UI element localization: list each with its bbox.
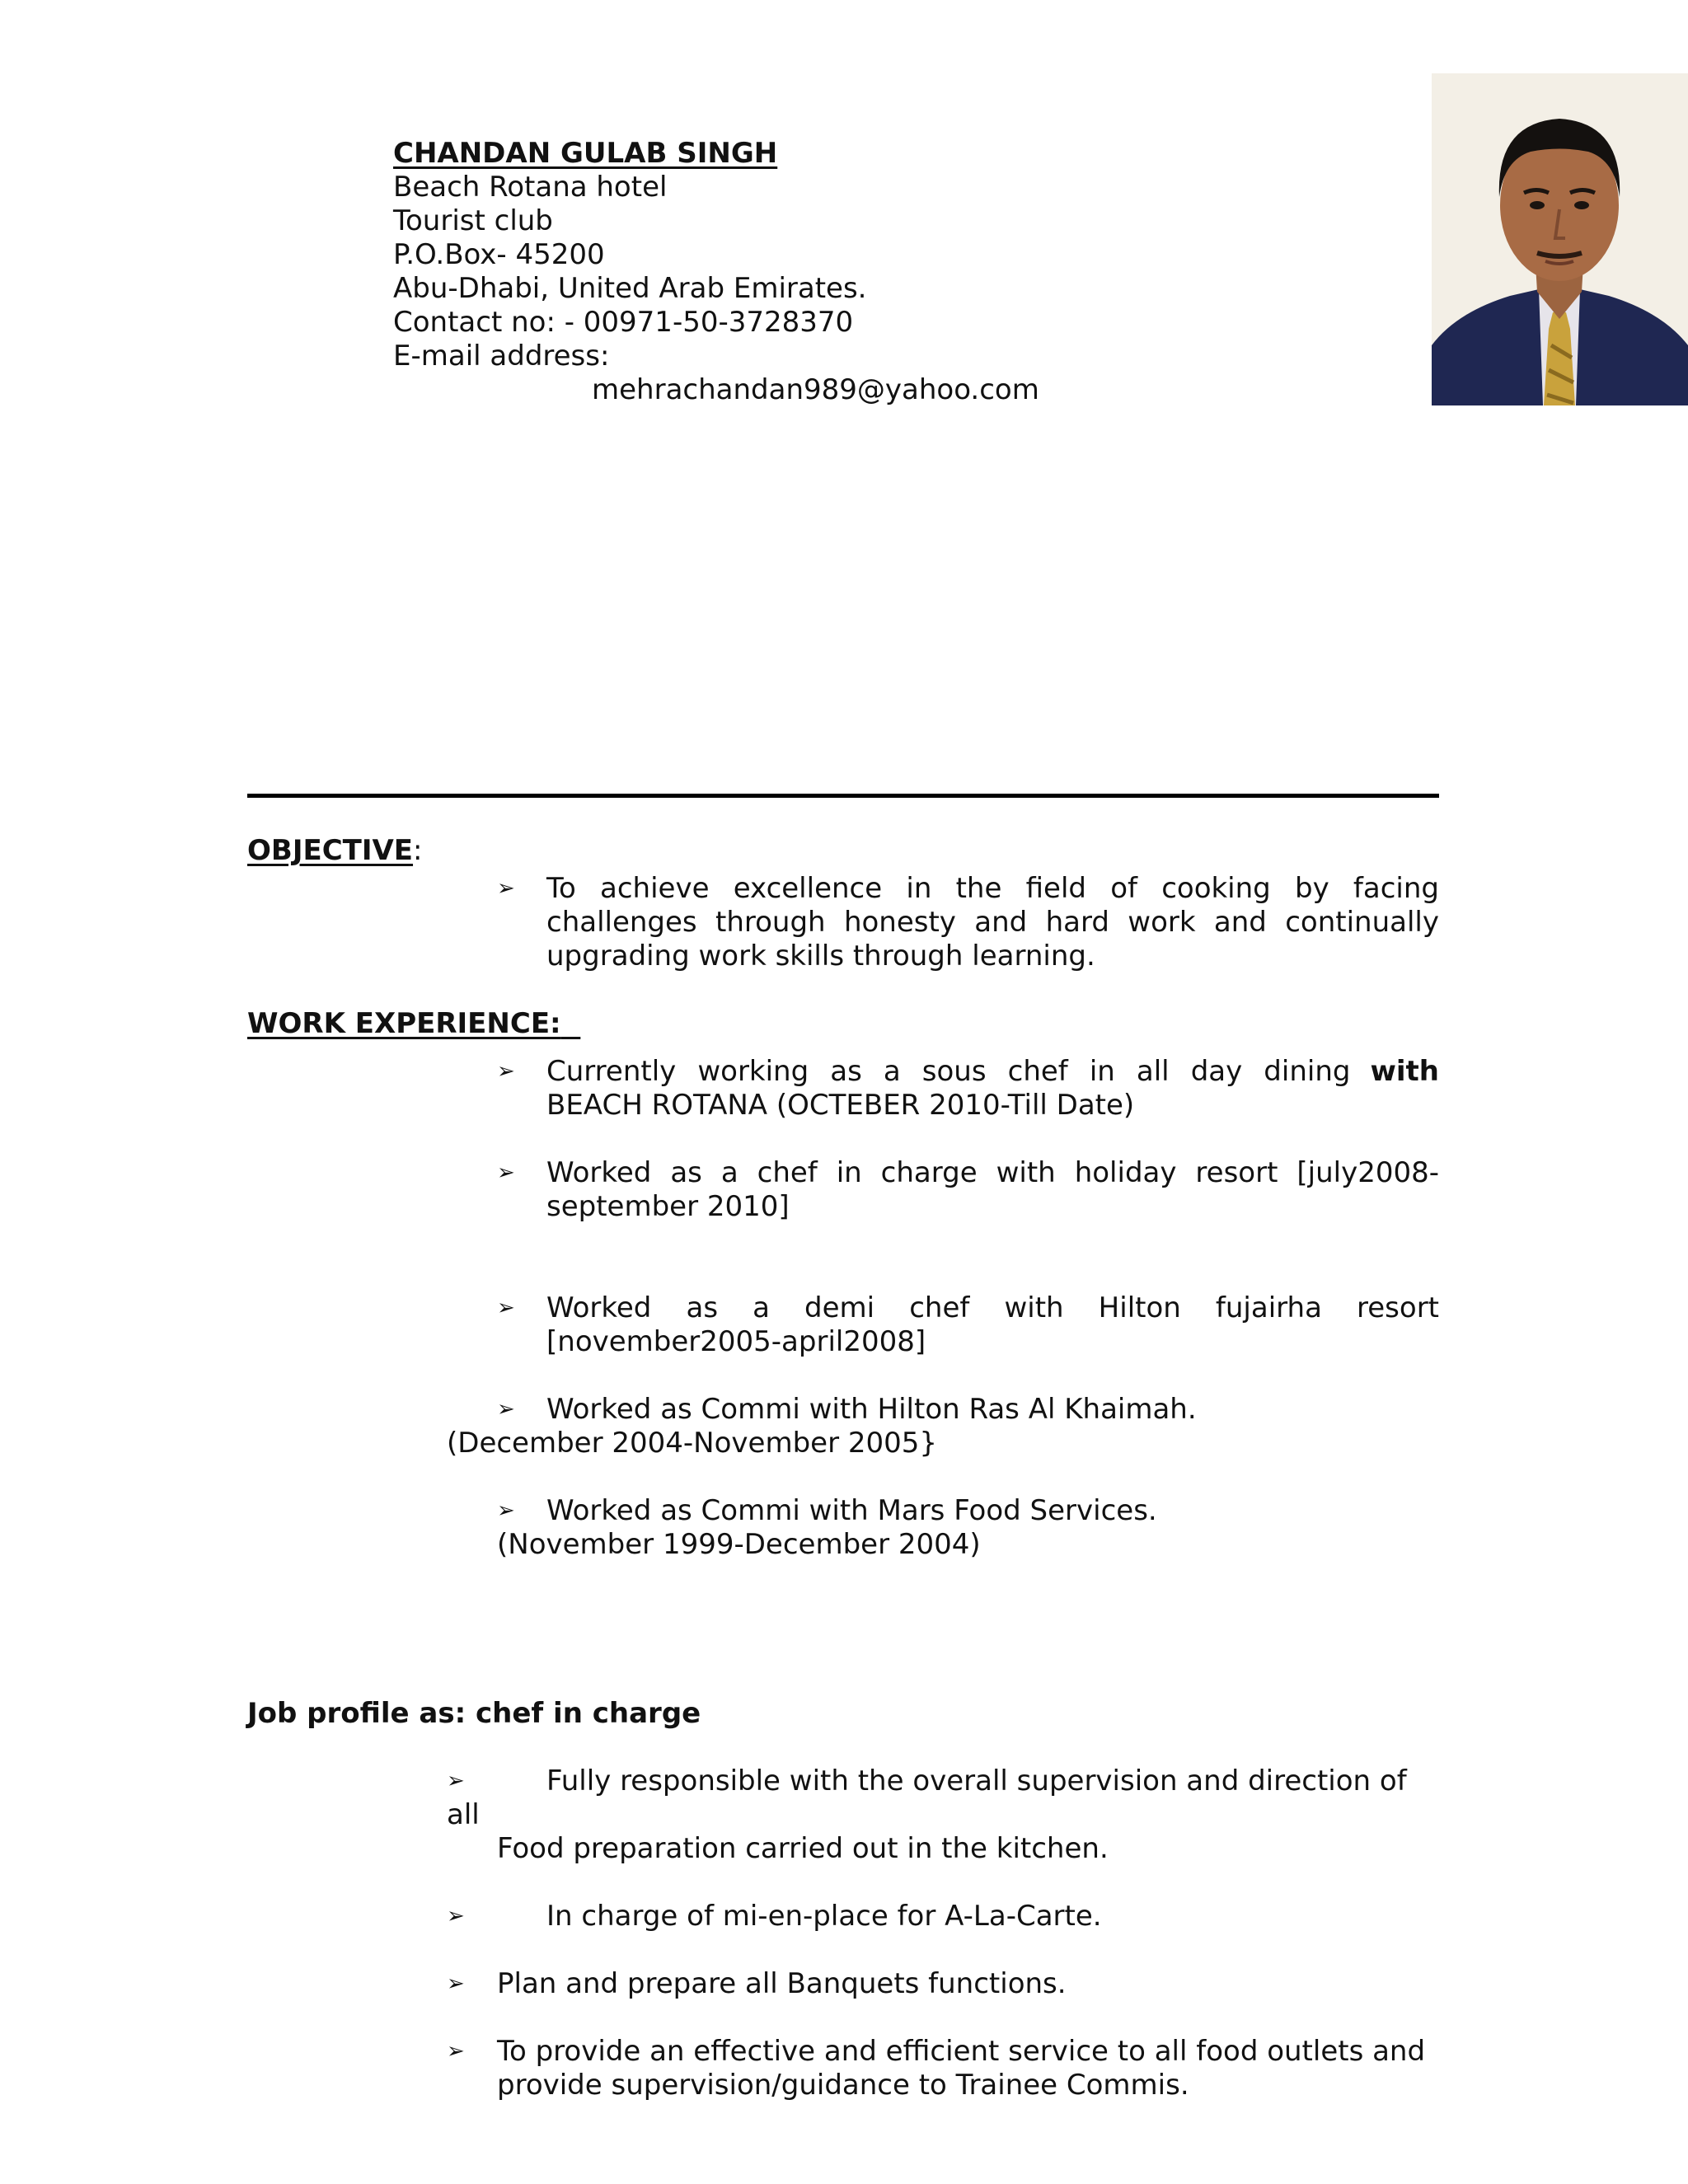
work-item-3-line-1: Worked as a demi chef with Hilton fujairha resort — [546, 1291, 1439, 1324]
work-item-1-bold: with — [1370, 1055, 1439, 1088]
work-item-4-line-1: Worked as Commi with Hilton Ras Al Khaimah. — [546, 1393, 1197, 1426]
address-line-1: Beach Rotana hotel — [393, 171, 668, 204]
work-item-2-line-1: Worked as a chef in charge with holiday resort [july2008- — [546, 1156, 1439, 1189]
job-item-3-line-1: Plan and prepare all Banquets functions. — [497, 1967, 1067, 2000]
bullet-icon: ➢ — [497, 1397, 515, 1422]
bullet-icon: ➢ — [497, 1498, 515, 1523]
bullet-icon: ➢ — [447, 2039, 465, 2064]
objective-line-2: challenges through honesty and hard work and continually — [546, 906, 1439, 939]
candidate-name: CHANDAN GULAB SINGH — [393, 137, 778, 170]
job-profile-heading: Job profile as: chef in charge — [247, 1697, 701, 1730]
bullet-icon: ➢ — [497, 1160, 515, 1185]
work-item-5-line-2: (November 1999-December 2004) — [497, 1528, 981, 1561]
address-line-2: Tourist club — [393, 204, 553, 237]
job-item-4-line-1: To provide an effective and efficient service to all food outlets and — [497, 2035, 1426, 2068]
contact-number: Contact no: - 00971-50-3728370 — [393, 306, 854, 339]
work-item-2-line-2: september 2010] — [546, 1190, 790, 1223]
work-item-1-text: Currently working as a sous chef in all day dining — [546, 1055, 1351, 1088]
objective-colon: : — [413, 834, 423, 867]
work-experience-heading — [247, 1007, 580, 1041]
bullet-icon: ➢ — [447, 1971, 465, 1996]
objective-heading — [247, 834, 423, 868]
work-item-1-line-2: BEACH ROTANA (OCTEBER 2010-Till Date) — [546, 1089, 1135, 1122]
work-item-1-line-1 — [546, 1055, 1439, 1089]
objective-line-3: upgrading work skills through learning. — [546, 940, 1095, 972]
work-item-4-line-2: (December 2004-November 2005} — [447, 1427, 938, 1460]
job-item-4-line-2: provide supervision/guidance to Trainee Commis. — [497, 2069, 1189, 2102]
objective-line-1: To achieve excellence in the field of cooking by facing — [546, 872, 1439, 905]
profile-photo — [1432, 73, 1688, 405]
address-line-4: Abu-Dhabi, United Arab Emirates. — [393, 272, 867, 305]
job-item-2-line-1: In charge of mi-en-place for A-La-Carte. — [546, 1900, 1102, 1933]
section-divider — [247, 794, 1439, 798]
email-address: mehrachandan989@yahoo.com — [592, 373, 1039, 406]
job-item-1-line-3: Food preparation carried out in the kitchen. — [497, 1832, 1109, 1865]
address-line-3: P.O.Box- 45200 — [393, 238, 605, 271]
bullet-icon: ➢ — [447, 1769, 465, 1793]
work-item-5-line-1: Worked as Commi with Mars Food Services. — [546, 1494, 1157, 1527]
bullet-icon: ➢ — [497, 1296, 515, 1320]
objective-heading-text: OBJECTIVE — [247, 834, 414, 867]
bullet-icon: ➢ — [497, 876, 515, 901]
job-item-1-line-2: all — [447, 1798, 480, 1831]
work-experience-heading-text: WORK EXPERIENCE: — [247, 1007, 561, 1040]
bullet-icon: ➢ — [497, 1059, 515, 1084]
work-item-3-line-2: [november2005-april2008] — [546, 1325, 926, 1358]
email-label: E-mail address: — [393, 340, 610, 373]
bullet-icon: ➢ — [447, 1904, 465, 1929]
job-item-1-line-1: Fully responsible with the overall supervision and direction of — [546, 1765, 1407, 1797]
